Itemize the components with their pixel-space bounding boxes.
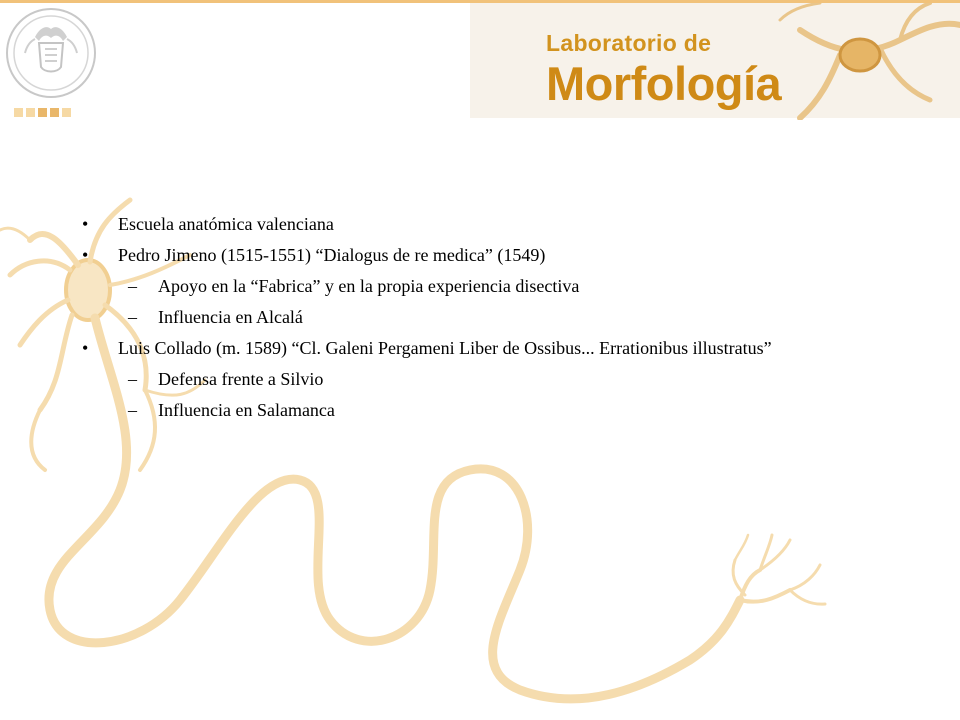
- dash-marker: –: [128, 276, 137, 296]
- list-item: [80, 214, 840, 234]
- list-item: [80, 307, 840, 327]
- list-item-text: Influencia en Salamanca: [158, 400, 335, 420]
- top-rule: [0, 0, 960, 3]
- university-seal-icon: [5, 7, 97, 99]
- header-neuron-decoration: [0, 0, 960, 120]
- dash-marker: –: [128, 307, 137, 327]
- list-item-text: Defensa frente a Silvio: [158, 369, 324, 389]
- list-item: [80, 400, 840, 420]
- list-item-text: Luis Collado (m. 1589) “Cl. Galeni Pergameni Liber de Ossibus... Errationibus illustratus”: [118, 338, 772, 358]
- list-item-text: Pedro Jimeno (1515-1551) “Dialogus de re medica” (1549): [118, 245, 546, 265]
- list-item-text: Escuela anatómica valenciana: [118, 214, 334, 234]
- dash-marker: –: [128, 369, 137, 389]
- header: [0, 0, 960, 120]
- bullet-marker: •: [82, 338, 89, 358]
- bullet-marker: •: [82, 245, 89, 265]
- decorative-squares: [14, 108, 71, 117]
- lab-title-line1: Laboratorio de: [546, 30, 712, 56]
- bullet-marker: •: [82, 214, 89, 234]
- lab-title-line2: Morfología: [546, 57, 782, 110]
- bullet-list: [80, 214, 840, 431]
- list-item: [80, 338, 840, 358]
- list-item-text: Influencia en Alcalá: [158, 307, 303, 327]
- list-item: [80, 245, 840, 265]
- list-item-text: Apoyo en la “Fabrica” y en la propia experiencia disectiva: [158, 276, 580, 296]
- list-item: [80, 369, 840, 389]
- list-item: [80, 276, 840, 296]
- lab-title: [546, 30, 782, 110]
- dash-marker: –: [128, 400, 137, 420]
